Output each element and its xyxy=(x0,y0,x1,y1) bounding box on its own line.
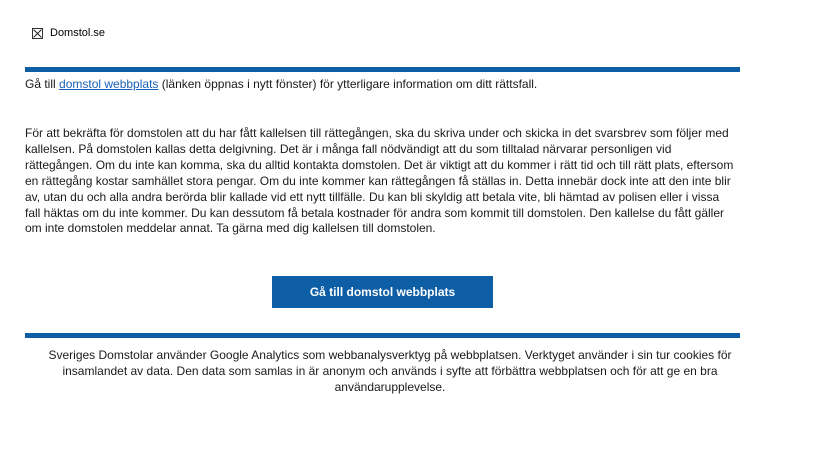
bottom-divider xyxy=(25,333,740,338)
top-divider xyxy=(25,67,740,72)
intro-prefix: Gå till xyxy=(25,77,60,91)
domstol-website-link[interactable]: domstol webbplats xyxy=(59,77,159,91)
logo-alt-text: Domstol.se xyxy=(50,27,106,39)
intro-line xyxy=(25,77,740,91)
analytics-footer-text: Sveriges Domstolar använder Google Analytics som webbanalysverktyg på webbplatsen. Verktyget använder i sin tur cookies för insamlandet av data. Den data som samlas in är anonym och används i syfte att förbättra webbplatsen och för att ge en bra användarupplevelse. xyxy=(48,348,732,394)
broken-image-icon xyxy=(32,28,43,39)
go-to-website-button[interactable]: Gå till domstol webbplats xyxy=(272,276,493,308)
logo[interactable] xyxy=(32,26,105,40)
body-paragraph: För att bekräfta för domstolen att du har fått kallelsen till rättegången, ska du skriva under och skicka in det svarsbrev som följer med kallelsen. På domstolen kallas detta delgivning. Det är i många fall nödvändigt att du som tilltalad närvarar personligen vid rättegången. Om du inte kan komma, ska du alltid kontakta domstolen. Det är viktigt att du kommer i rätt tid och till rätt plats, eftersom en rättegång kostar samhället stora pengar. Om du inte kommer kan rättegången få ställas in. Detta innebär dock inte att den inte blir av, utan du och alla andra berörda blir kallade vid ett nytt tillfälle. Du kan bli skyldig att betala vite, bli hämtad av polisen eller i vissa fall häktas om du inte kommer. Du kan dessutom få betala kostnader för andra som kommit till domstolen. Den kallelse du fått gäller om inte domstolen meddelar annat. Ta gärna med dig kallelsen till domstolen. xyxy=(25,126,734,236)
intro-suffix: (länken öppnas i nytt fönster) för ytterligare information om ditt rättsfall. xyxy=(158,77,538,91)
